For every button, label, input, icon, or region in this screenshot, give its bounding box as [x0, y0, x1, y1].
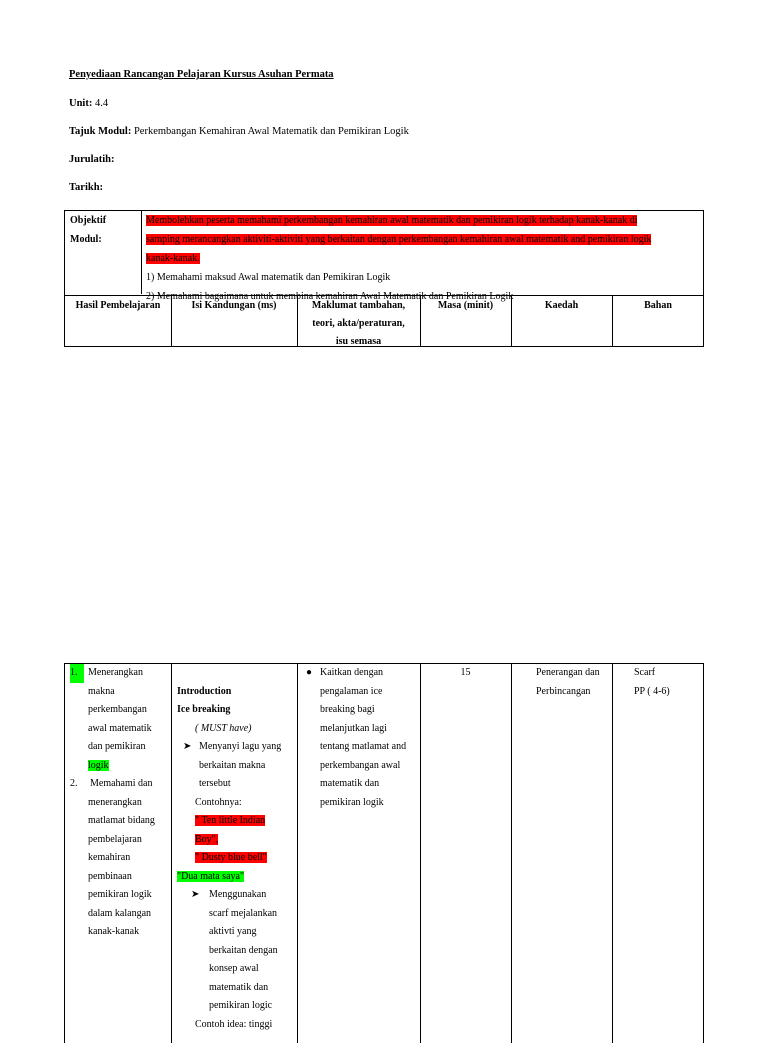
divider [612, 664, 613, 1043]
column-header-method: Kaedah [544, 300, 579, 311]
activity-line: konsep awal [209, 963, 259, 974]
activity-line: matematik dan [209, 981, 269, 993]
arrow-bullet-icon: ➤ [191, 889, 200, 900]
info-line: breaking bagi [320, 704, 375, 715]
outcome-line: matlamat bidang [88, 815, 155, 826]
outcome-line: kanak-kanak [88, 926, 140, 937]
outcome-line: dan pemikiran [88, 741, 146, 752]
column-header-outcomes: Hasil Pembelajaran [75, 300, 161, 311]
column-header-line: isu semasa [335, 336, 382, 347]
material-line: Scarf [634, 667, 656, 678]
bullet-icon: ● [306, 667, 313, 678]
must-have-note: ( MUST have) [195, 722, 252, 734]
outcome-line: menerangkan [88, 796, 142, 808]
content-cell [177, 664, 295, 1034]
method-line: Perbincangan [536, 685, 591, 697]
divider [511, 664, 512, 1043]
column-header-content: Isi Kandungan (ms) [191, 300, 277, 311]
activity-line: scarf mejalankan [209, 907, 278, 919]
column-header-time: Masa (minit) [437, 300, 494, 311]
activity-line: berkaitan makna [199, 759, 266, 771]
divider [141, 211, 142, 294]
method-line: Penerangan dan [536, 667, 600, 678]
unit-label: Unit: [69, 98, 93, 109]
outcome-line: logik [88, 759, 109, 771]
outcome-line: Memahami dan [90, 778, 153, 789]
activity-line: pemikiran logic [209, 1000, 273, 1011]
divider [420, 664, 421, 1043]
song-title: " Ten little Indian [195, 815, 266, 826]
objective-label-line: Objektif [70, 215, 107, 226]
material-cell [634, 664, 702, 701]
outcome-line: perkembangan [88, 704, 147, 715]
lesson-table [64, 663, 704, 1043]
outcome-line: pembelajaran [88, 833, 142, 845]
outcomes-cell [70, 664, 170, 942]
column-header-info [297, 297, 420, 351]
module-value: Perkembangan Kemahiran Awal Matematik dan Pemikiran Logik [133, 126, 409, 137]
objective-line: Membolehkan peserta memahami perkembangan kemahiran awal matematik dan pemikiran logik terhadap kanak-kanak di [146, 215, 638, 226]
activity-line: tersebut [199, 778, 231, 789]
objective-description [146, 211, 696, 306]
song-title: " Dusty blue bell" [195, 852, 267, 863]
method-cell [536, 664, 612, 701]
ice-breaking-heading: Ice breaking [177, 704, 231, 715]
module-line [69, 126, 409, 137]
column-header-material: Bahan [644, 300, 672, 311]
objective-label-line: Modul: [70, 234, 102, 245]
objective-point: 1) Memahami maksud Awal matematik dan Pemikiran Logik [146, 272, 391, 283]
divider [171, 664, 172, 1043]
activity-line: Menyanyi lagu yang [199, 741, 282, 752]
column-header-line: teori, akta/peraturan, [312, 318, 405, 329]
column-header-line: Maklumat tambahan, [311, 300, 406, 311]
info-line: melanjutkan lagi [320, 722, 387, 734]
objective-label [70, 211, 140, 249]
info-line: pengalaman ice [320, 685, 383, 697]
arrow-bullet-icon: ➤ [183, 741, 192, 752]
objective-point: 2) Memahami bagaimana untuk membina kemahiran Awal Matematik dan Pemikiran Logik [146, 291, 514, 302]
info-cell [304, 664, 418, 812]
unit-value: 4.4 [94, 98, 109, 109]
info-line: matematik dan [320, 778, 380, 789]
module-label: Tajuk Modul: [69, 126, 132, 137]
info-line: perkembangan awal [320, 759, 401, 771]
example-label: Contohnya: [195, 796, 242, 808]
time-cell: 15 [460, 667, 471, 678]
outcome-line: makna [88, 685, 115, 697]
date-line [69, 182, 103, 193]
activity-line: aktivti yang [209, 926, 257, 937]
info-line: Kaitkan dengan [320, 667, 384, 678]
info-line: pemikiran logik [320, 796, 384, 808]
activity-line: Menggunakan [209, 889, 267, 900]
song-title: Boy", [195, 833, 219, 845]
objective-table [64, 210, 704, 347]
song-title: "Dua mata saya" [177, 870, 245, 882]
outcome-line: Menerangkan [88, 667, 143, 678]
unit-line [69, 98, 108, 109]
outcome-line: pembinaan [88, 870, 132, 882]
outcome-line: kemahiran [88, 852, 131, 863]
intro-heading: Introduction [177, 685, 232, 697]
objective-line: kanak-kanak. [146, 253, 200, 264]
objective-line: samping merancangkan aktiviti-aktiviti yang berkaitan dengan perkembangan kemahiran awal matematik and pemikiran logik [146, 234, 652, 245]
trainer-line [69, 154, 115, 165]
divider [297, 664, 298, 1043]
list-number: 1. [70, 664, 84, 683]
info-line: tentang matlamat and [320, 741, 407, 752]
document-title: Penyediaan Rancangan Pelajaran Kursus Asuhan Permata [69, 69, 334, 80]
trainer-label: Jurulatih: [69, 154, 115, 165]
date-label: Tarikh: [69, 182, 104, 193]
outcome-line: awal matematik [88, 722, 152, 734]
list-number: 2. [70, 778, 78, 789]
outcome-line: dalam kalangan [88, 907, 152, 919]
idea-line: Contoh idea: tinggi [195, 1018, 273, 1030]
material-line: PP ( 4-6) [634, 685, 670, 697]
outcome-line: pemikiran logik [88, 889, 152, 900]
activity-line: berkaitan dengan [209, 944, 278, 956]
